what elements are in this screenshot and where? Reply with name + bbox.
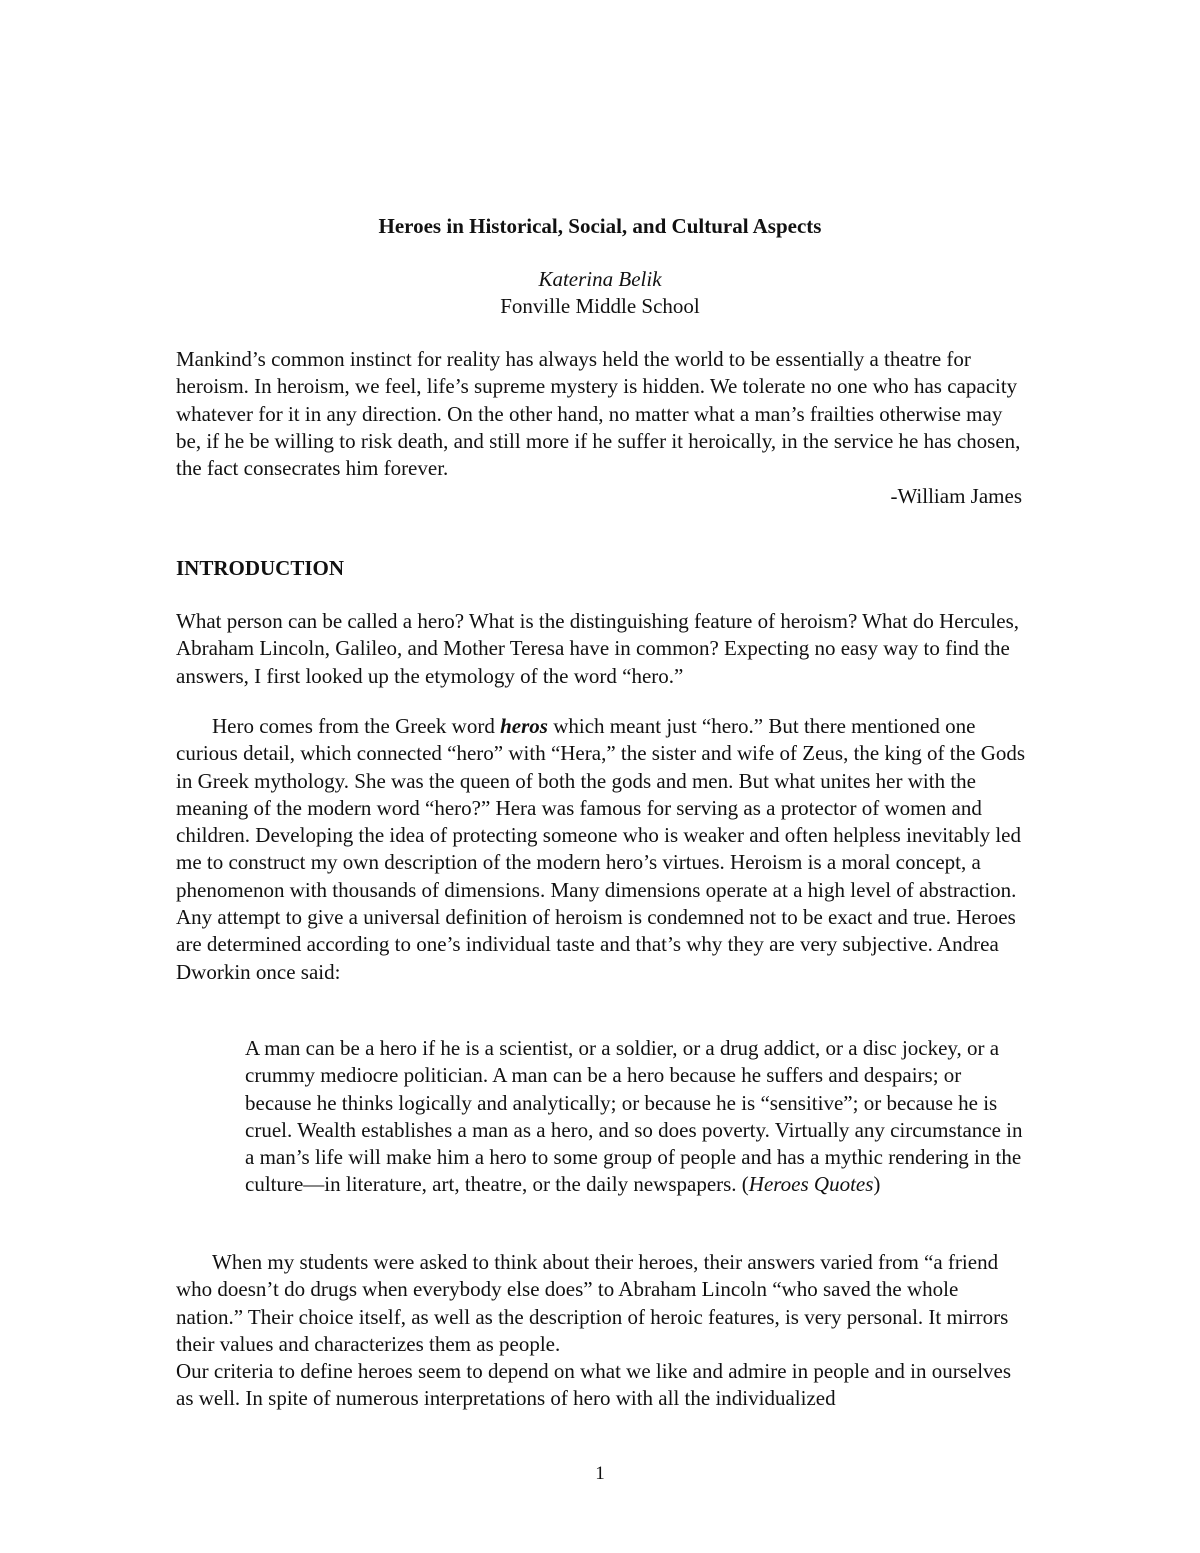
paragraph-2-text-end: which meant just “hero.” But there mentioned one curious detail, which connected “hero” with “Hera,” the sister and wife of Zeus, the king of the Gods in Greek mythology. She was the queen of both the gods and men. But what unites her with the meaning of the modern word “hero?” Hera was famous for serving as a protector of women and children. Developing the idea of protecting someone who is weaker and often helpless inevitably led me to construct my own description of the modern hero’s virtues. Heroism is a moral concept, a phenomenon with thousands of dimensions. Many dimensions operate at a high level of abstraction. Any attempt to give a universal definition of heroism is condemned not to be exact and true. Heroes are determined according to one’s individual taste and that’s why they are very subjective. Andrea Dworkin once said: xyxy=(176,714,1026,984)
paragraph-2 xyxy=(176,713,1026,986)
block-quote-citation: Heroes Quotes xyxy=(748,1172,874,1197)
paragraph-3: When my students were asked to think about their heroes, their answers varied from “a friend who doesn’t do drugs when everybody else does” to Abraham Lincoln “who saved the whole nation.” Their choice itself, as well as the description of heroic features, is very personal. It mirrors their values and characterizes them as people. xyxy=(176,1250,1009,1356)
school-name: Fonville Middle School xyxy=(500,294,700,318)
epigraph-text: Mankind’s common instinct for reality has always held the world to be essentially a theatre for heroism. In heroism, we feel, life’s supreme mystery is hidden. We tolerate no one who has capacity whatever for it in any direction. On the other hand, no matter what a man’s frailties otherwise may be, if he be willing to risk death, and still more if he suffer it heroically, in the service he has chosen, the fact consecrates him forever. xyxy=(176,347,1021,481)
epigraph-attribution: -William James xyxy=(890,484,1022,508)
document-title: Heroes in Historical, Social, and Cultural Aspects xyxy=(378,214,822,238)
section-heading: INTRODUCTION xyxy=(176,556,345,580)
block-quote xyxy=(245,1035,1025,1199)
block-quote-closing: ) xyxy=(873,1172,881,1197)
page-number: 1 xyxy=(595,1463,605,1484)
author-name: Katerina Belik xyxy=(538,267,662,291)
paragraph-4: Our criteria to define heroes seem to depend on what we like and admire in people and in ourselves as well. In spite of numerous interpretations of hero with all the individualized xyxy=(176,1359,1012,1411)
block-quote-text: A man can be a hero if he is a scientist, or a soldier, or a drug addict, or a disc jockey, or a crummy mediocre politician. A man can be a hero because he suffers and despairs; or because he thinks logically and analytically; or because he is “sensitive”; or because he is cruel. Wealth establishes a man as a hero, and so does poverty. Virtually any circumstance in a man’s life will make him a hero to some group of people and has a mythic rendering in the culture—in literature, art, theatre, or the daily newspapers. ( xyxy=(245,1036,1023,1197)
paragraph-2-text-start: Hero comes from the Greek word xyxy=(212,714,501,738)
paragraph-1: What person can be called a hero? What is the distinguishing feature of heroism? What do Hercules, Abraham Lincoln, Galileo, and Mother Teresa have in common? Expecting no easy way to find the answers, I first looked up the etymology of the word “hero.” xyxy=(176,609,1020,688)
paragraph-2-emphasis: heros xyxy=(500,714,548,738)
